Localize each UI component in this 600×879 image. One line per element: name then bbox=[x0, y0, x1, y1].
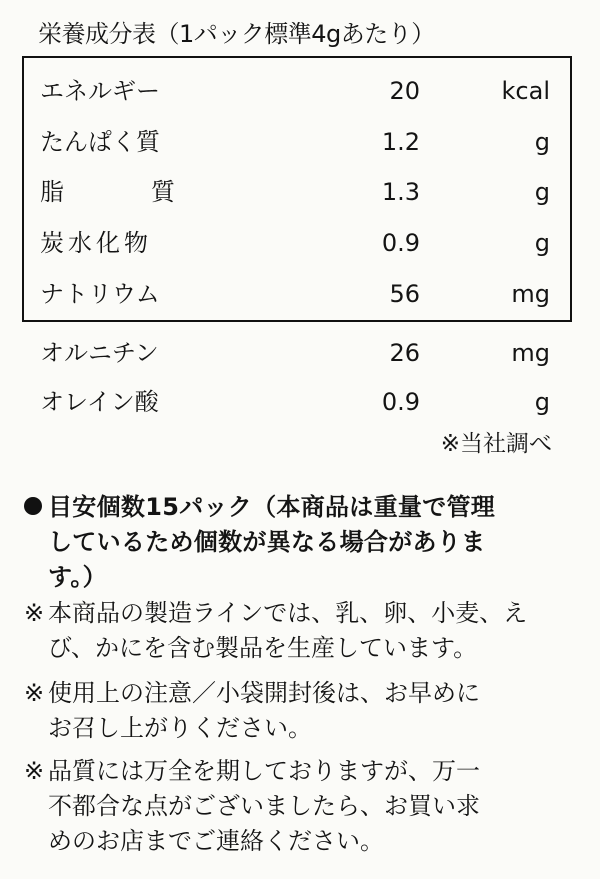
guide-line: しているため個数が異なる場合がありま bbox=[48, 528, 486, 556]
bullet-icon bbox=[24, 497, 42, 515]
nutrient-value: 1.3 bbox=[381, 178, 420, 206]
nutrient-unit: mg bbox=[511, 339, 550, 367]
allergen-note bbox=[24, 596, 564, 666]
reference-mark: ※ bbox=[24, 599, 45, 627]
nutrient-name: ナトリウム bbox=[40, 280, 160, 308]
nutrient-unit: kcal bbox=[501, 77, 550, 105]
source-note: ※当社調べ bbox=[440, 431, 552, 457]
note-line: お召し上がりください。 bbox=[48, 714, 312, 742]
nutrient-value: 1.2 bbox=[381, 128, 420, 156]
reference-mark: ※ bbox=[24, 679, 45, 707]
nutrient-unit: g bbox=[534, 178, 550, 206]
nutrient-value: 0.9 bbox=[381, 388, 420, 416]
table-row bbox=[0, 167, 600, 217]
table-row bbox=[0, 377, 600, 427]
nutrient-unit: g bbox=[534, 388, 550, 416]
nutrient-name: オレイン酸 bbox=[40, 388, 159, 416]
table-title: 栄養成分表（1パック標準4gあたり） bbox=[38, 20, 435, 48]
nutrient-unit: g bbox=[534, 128, 550, 156]
nutrient-unit: mg bbox=[511, 280, 550, 308]
pack-count-guide bbox=[24, 490, 564, 595]
table-row bbox=[0, 218, 600, 268]
nutrient-value: 56 bbox=[389, 280, 420, 308]
nutrient-value: 0.9 bbox=[381, 229, 420, 257]
note-line: び、かにを含む製品を生産しています。 bbox=[48, 634, 478, 662]
nutrient-name: オルニチン bbox=[40, 339, 159, 367]
nutrient-name: たんぱく質 bbox=[40, 128, 160, 156]
nutrient-name: エネルギー bbox=[40, 77, 160, 105]
note-line: ※ 本商品の製造ラインでは、乳、卵、小麦、え bbox=[24, 596, 564, 631]
reference-mark: ※ bbox=[24, 757, 45, 785]
nutrient-value: 20 bbox=[389, 77, 420, 105]
usage-note bbox=[24, 676, 564, 746]
table-row bbox=[0, 328, 600, 378]
note-line: 不都合な点がございましたら、お買い求 bbox=[48, 792, 480, 820]
note-line: ※ 使用上の注意／小袋開封後は、お早めに bbox=[24, 676, 564, 711]
quality-note bbox=[24, 754, 564, 859]
table-row bbox=[0, 66, 600, 116]
note-line: めのお店までご連絡ください。 bbox=[48, 827, 384, 855]
table-row bbox=[0, 117, 600, 167]
nutrient-name: 炭水化物 bbox=[40, 229, 152, 257]
nutrient-name bbox=[40, 167, 175, 217]
nutrient-name-part: 質 bbox=[151, 178, 175, 206]
guide-line: 目安個数15パック（本商品は重量で管理 bbox=[24, 490, 564, 525]
note-line: ※ 品質には万全を期しておりますが、万一 bbox=[24, 754, 564, 789]
nutrient-name-part: 脂 bbox=[40, 178, 64, 206]
nutrient-value: 26 bbox=[389, 339, 420, 367]
nutrient-unit: g bbox=[534, 229, 550, 257]
table-row bbox=[0, 269, 600, 319]
guide-line: す。） bbox=[48, 563, 107, 591]
